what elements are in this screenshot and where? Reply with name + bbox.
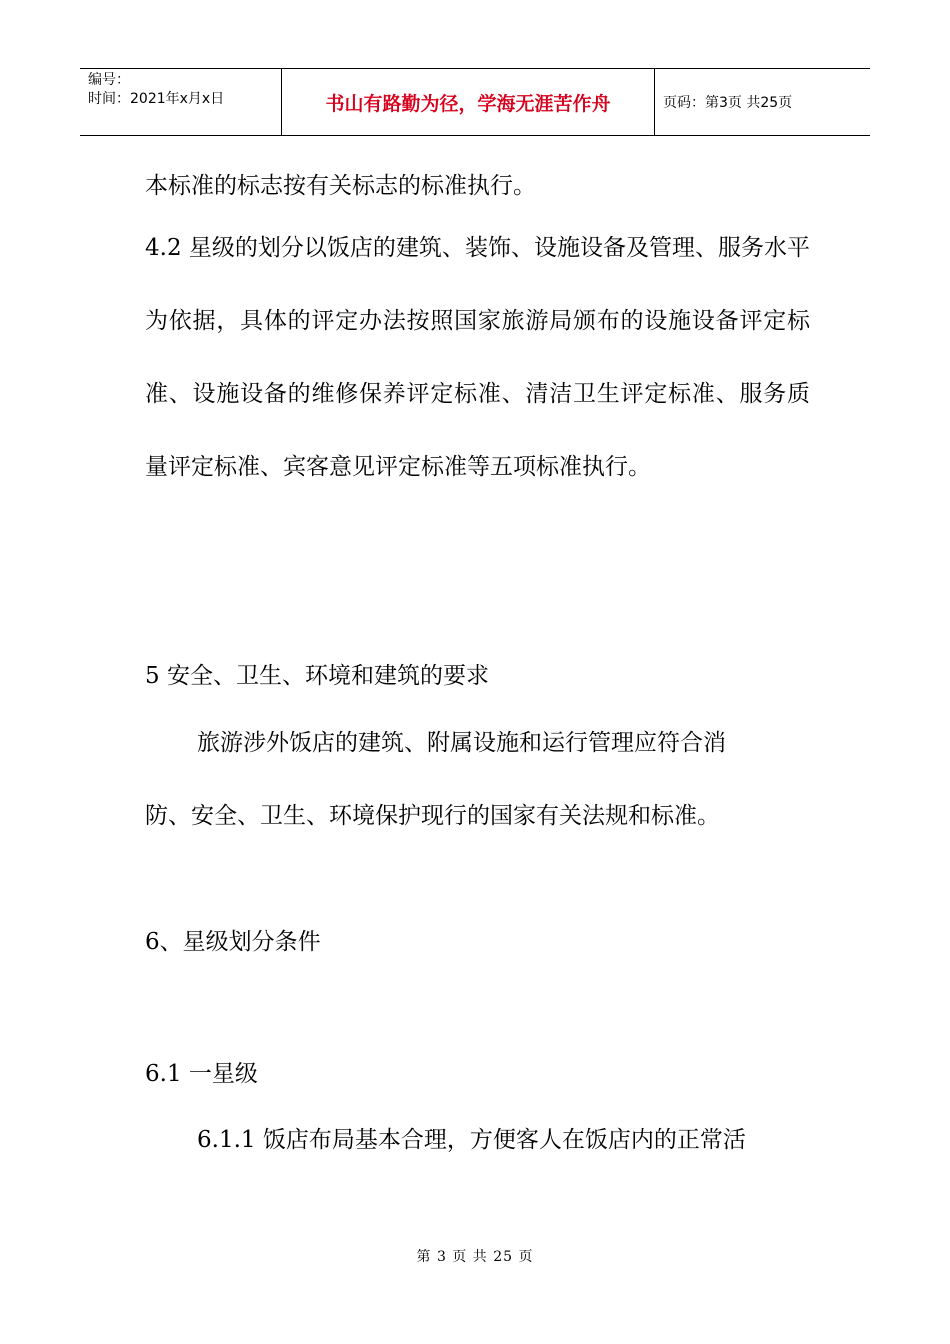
paragraph-5-line-2: 防、安全、卫生、环境保护现行的国家有关法规和标准。: [145, 803, 720, 829]
heading-section-6-1: 6.1 一星级: [145, 1061, 258, 1087]
document-number-label: 编号：: [88, 72, 130, 88]
paragraph-5-line-1: 旅游涉外饭店的建筑、附属设施和运行管理应符合消: [197, 730, 726, 756]
paragraph-6-1-1: 6.1.1 饭店布局基本合理，方便客人在饭店内的正常活: [197, 1127, 746, 1153]
header-motto: 书山有路勤为径，学海无涯苦作舟: [282, 69, 655, 135]
paragraph-4-2: 4.2 星级的划分以饭店的建筑、装饰、设施设备及管理、服务水平为依据，具体的评定办法按照国家旅游局颁布的设施设备评定标准、设施设备的维修保养评定标准、清洁卫生评定标准、服务质量评定标准、宾客意见评定标准等五项标准执行。: [145, 235, 810, 480]
page-header: [80, 68, 870, 136]
paragraph-standard-marks: 本标准的标志按有关标志的标准执行。: [145, 173, 536, 199]
header-page-number: 页码：第3页 共25页: [663, 95, 793, 111]
document-date-label: 时间：2021年x月x日: [88, 91, 225, 107]
header-info-cell: [80, 69, 282, 135]
page-footer: 第 3 页 共 25 页: [416, 1249, 534, 1265]
heading-section-5: 5 安全、卫生、环境和建筑的要求: [145, 663, 489, 689]
heading-section-6: 6、星级划分条件: [145, 929, 321, 955]
